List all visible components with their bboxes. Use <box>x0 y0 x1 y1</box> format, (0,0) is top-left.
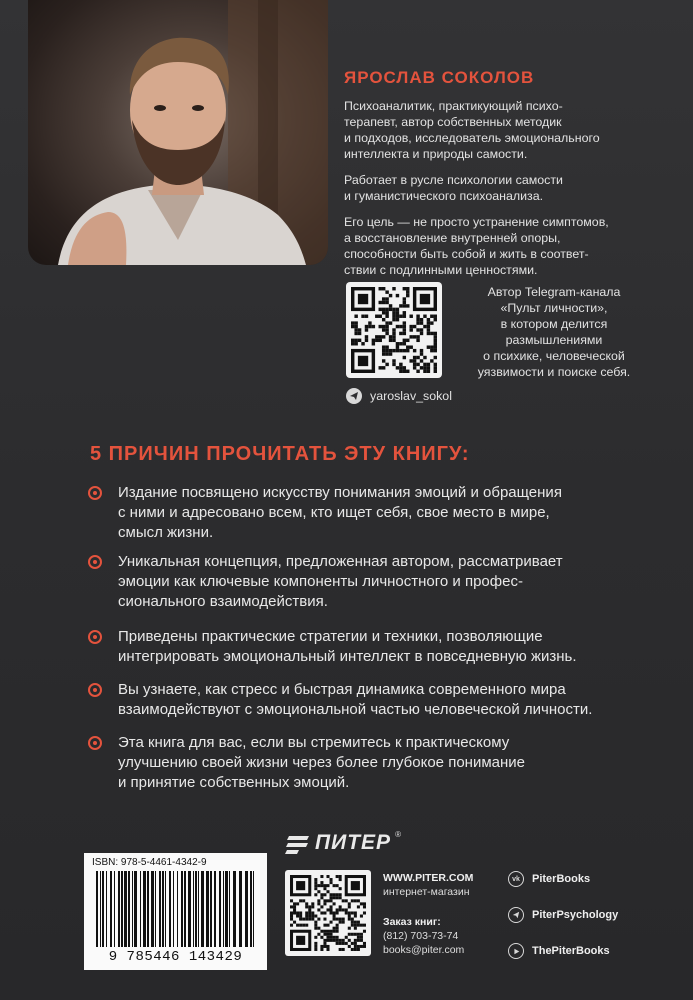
bio-paragraph: Психоаналитик, практикующий психо- терапевт, автор собственных методик и подходов, исследователь эмоционального интеллекта и природы самости. <box>344 99 600 161</box>
bio-paragraph: Работает в русле психологии самости и гуманистического психоанализа. <box>344 173 563 203</box>
author-telegram-qr-code[interactable] <box>346 282 442 378</box>
publisher-name: ПИТЕР <box>315 831 392 854</box>
social-label: PiterBooks <box>532 873 591 885</box>
social-link-telegram[interactable] <box>508 906 618 924</box>
reasons-title: 5 ПРИЧИН ПРОЧИТАТЬ ЭТУ КНИГУ: <box>90 443 470 465</box>
bullet-icon <box>88 555 102 569</box>
shop-label: интернет-магазин <box>383 886 470 898</box>
bullet-icon <box>88 630 102 644</box>
vk-icon: vk <box>508 871 524 887</box>
bio-paragraph: Его цель — не просто устранение симптомов, а восстановление внутренней опоры, способности быть собой и жить в соответ- ствии с подлинными ценностями. <box>344 215 609 277</box>
reason-text: Приведены практические стратегии и техники, позволяющие интегрировать эмоциональный интеллект в повседневную жизнь. <box>118 628 577 665</box>
piter-logo-icon <box>285 832 311 854</box>
reason-text: Уникальная концепция, предложенная автором, рассматривает эмоции как ключевые компоненты личностного и профес- сионального взаимодействия. <box>118 553 563 610</box>
telegram-icon <box>346 388 362 404</box>
telegram-icon <box>508 907 524 923</box>
reason-text: Эта книга для вас, если вы стремитесь к практическому улучшению своей жизни через более глубокое понимание и принятие собственных эмоций. <box>118 734 525 791</box>
author-photo <box>28 0 328 265</box>
publisher-logo <box>285 830 401 856</box>
social-link-video[interactable] <box>508 942 610 960</box>
author-name: ЯРОСЛАВ СОКОЛОВ <box>344 68 535 87</box>
order-email[interactable]: books@piter.com <box>383 944 465 956</box>
order-label: Заказ книг: <box>383 916 441 928</box>
ean-number: 9 785446 143429 <box>108 949 243 965</box>
isbn-text: ISBN: 978-5-4461-4342-9 <box>92 857 207 868</box>
play-icon <box>508 943 524 959</box>
barcode-icon <box>94 871 257 949</box>
telegram-channel-description: Автор Telegram-канала «Пульт личности», в котором делится размышлениями о психике, человеческой уязвимости и поиске себя. <box>477 285 631 379</box>
telegram-handle-row <box>346 386 452 406</box>
registered-mark: ® <box>395 830 401 839</box>
order-phone: (812) 703-73-74 <box>383 930 459 942</box>
telegram-handle: yaroslav_sokol <box>370 389 452 403</box>
barcode-label <box>84 853 267 970</box>
publisher-qr-code[interactable] <box>285 870 371 956</box>
bullet-icon <box>88 736 102 750</box>
social-label: ThePiterBooks <box>532 945 610 957</box>
social-link-vk[interactable] <box>508 870 590 888</box>
bullet-icon <box>88 683 102 697</box>
reason-text: Вы узнаете, как стресс и быстрая динамика современного мира взаимодействуют с эмоциональной частью человеческой личности. <box>118 681 593 718</box>
reason-text: Издание посвящено искусству понимания эмоций и обращения с ними и адресовано всем, кто ищет себя, свое место в мире, смысл жизни. <box>118 484 562 541</box>
social-label: PiterPsychology <box>532 909 619 921</box>
publisher-site[interactable]: WWW.PITER.COM <box>383 872 474 884</box>
bullet-icon <box>88 486 102 500</box>
